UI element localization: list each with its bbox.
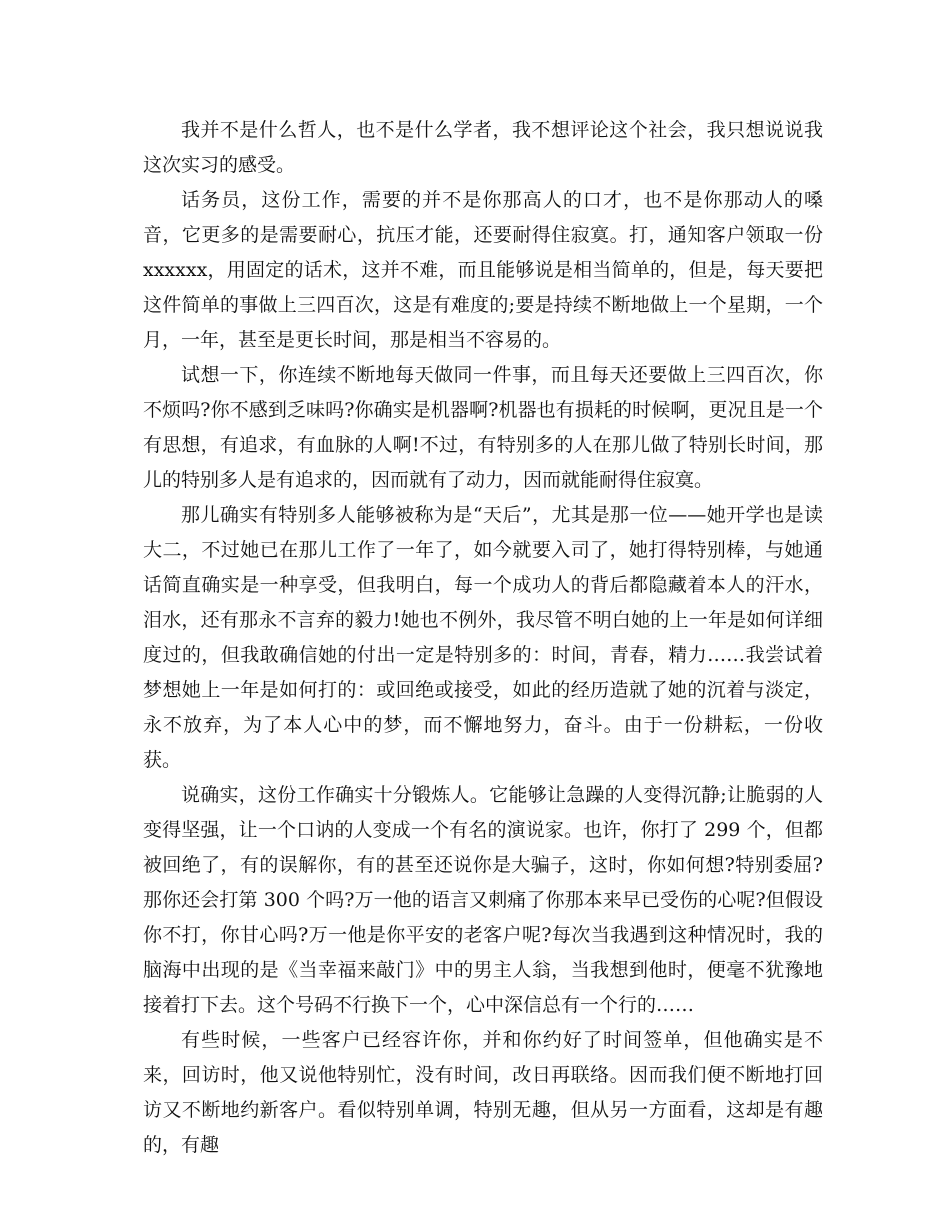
paragraph-1: 我并不是什么哲人，也不是什么学者，我不想评论这个社会，我只想说说我这次实习的感受。 xyxy=(143,119,823,176)
paragraph-4: 那儿确实有特别多人能够被称为是“天后”，尤其是那一位——她开学也是读大二，不过她已在那儿工作了一年了，如今就要入司了，她打得特别棒，与她通话简直确实是一种享受，但我明白，每一个成功人的背后都隐藏着本人的汗水，泪水，还有那永不言弃的毅力!她也不例外，我尽管不明白她的上一年是如何详细度过的，但我敢确信她的付出一定是特别多的：时间，青春，精力……我尝试着梦想她上一年是如何打的：或回绝或接受，如此的经历造就了她的沉着与淡定，永不放弃，为了本人心中的梦，而不懈地努力，奋斗。由于一份耕耘，一份收获。 xyxy=(143,504,823,771)
paragraph-2: 话务员，这份工作，需要的并不是你那高人的口才，也不是你那动人的嗓音，它更多的是需要耐心，抗压才能，还要耐得住寂寞。打，通知客户领取一份 xxxxxx，用固定的话术，这并不难，而且能够说是相当简单的，但是，每天要把这件简单的事做上三四百次，这是有难度的;要是持续不断地做上一个星期，一个月，一年，甚至是更长时间，那是相当不容易的。 xyxy=(143,189,830,351)
paragraph-3: 试想一下，你连续不断地每天做同一件事，而且每天还要做上三四百次，你不烦吗?你不感到乏味吗?你确实是机器啊?机器也有损耗的时候啊，更况且是一个有思想，有追求，有血脉的人啊!不过，有特别多的人在那儿做了特别长时间，那儿的特别多人是有追求的，因而就有了动力，因而就能耐得住寂寞。 xyxy=(143,364,823,491)
paragraph-5: 说确实，这份工作确实十分锻炼人。它能够让急躁的人变得沉静;让脆弱的人变得坚强，让一个口讷的人变成一个有名的演说家。也许，你打了 299 个，但都被回绝了，有的误解你，有的甚至还说你是大骗子，这时，你如何想?特别委屈?那你还会打第 300 个吗?万一他的语言又刺痛了你那本来早已受伤的心呢?但假设你不打，你甘心吗?万一他是你平安的老客户呢?每次当我遇到这种情况时，我的脑海中出现的是《当幸福来敲门》中的男主人翁，当我想到他时，便毫不犹豫地接着打下去。这个号码不行换下一个，心中深信总有一个行的…… xyxy=(143,784,823,1016)
document-body xyxy=(143,113,830,1163)
paragraph-6: 有些时候，一些客户已经容许你，并和你约好了时间签单，但他确实是不来，回访时，他又说他特别忙，没有时间，改日再联络。因而我们便不断地打回访又不断地约新客户。看似特别单调，特别无趣，但从另一方面看，这却是有趣的，有趣 xyxy=(143,1029,823,1156)
